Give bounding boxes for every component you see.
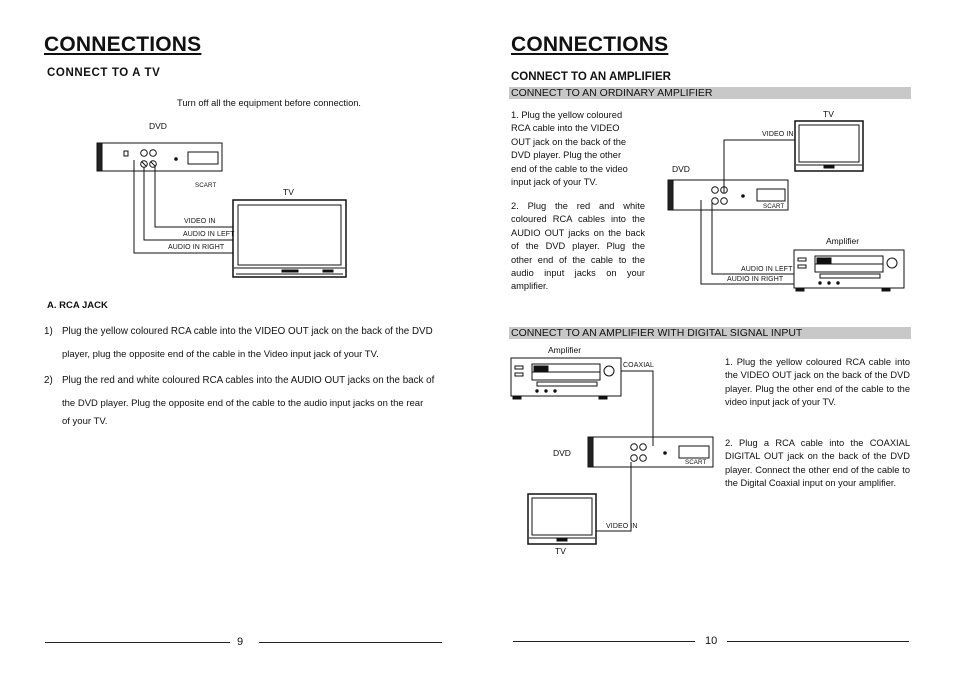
amp-instruction-2: 2. Plug the red and white coloured RCA cables into the AUDIO OUT jacks on the back of the DVD player. Plug the other end of the cable to the audio input jacks on your amplifier. xyxy=(511,201,645,292)
dvd-label-left: DVD xyxy=(149,121,167,131)
dvd-label-right-bottom: DVD xyxy=(553,448,571,458)
right-page-subtitle: CONNECT TO AN AMPLIFIER xyxy=(511,71,671,83)
amp-instruction-1: 1. Plug the yellow coloured RCA cable into the VIDEO OUT jack on the back of the DVD player. Plug the other end of the cable to the video input jack of your TV. xyxy=(511,110,628,188)
amplifier-right-bottom xyxy=(511,358,621,399)
step2-line3: of your TV. xyxy=(62,416,108,427)
footer-rule-right-a xyxy=(513,641,695,642)
amplifier-label-right-top: Amplifier xyxy=(826,236,860,246)
right-page-title: CONNECTIONS xyxy=(511,33,669,56)
page-number-left: 9 xyxy=(237,636,244,648)
dvd-label-right-top: DVD xyxy=(672,164,690,174)
left-page-subtitle: CONNECT TO A TV xyxy=(47,67,161,79)
video-in-label-right-bottom: VIDEO IN xyxy=(606,523,638,530)
section-title-rca: A. RCA JACK xyxy=(47,300,108,311)
tv-label-right-bottom: TV xyxy=(555,546,566,556)
video-in-label-left: VIDEO IN xyxy=(184,218,216,225)
step1-line1: Plug the yellow coloured RCA cable into the VIDEO OUT jack on the back of the DVD xyxy=(62,326,433,337)
audio-right-label-right-top: AUDIO IN RIGHT xyxy=(727,276,784,283)
scart-label-right-top: SCART xyxy=(763,203,785,210)
tv-right-bottom xyxy=(528,494,596,544)
digital-instruction-2: 2. Plug a RCA cable into the COAXIAL DIGITAL OUT jack on the back of the DVD player. Connect the other end of the cable to the Digital Coaxial input on your amplifier. xyxy=(725,438,910,489)
tv-label-right-top: TV xyxy=(823,109,834,119)
section-bar-digital-amplifier: CONNECT TO AN AMPLIFIER WITH DIGITAL SIGNAL INPUT xyxy=(509,327,911,339)
tv-label-left: TV xyxy=(283,187,294,197)
coaxial-label: COAXIAL xyxy=(623,362,655,369)
section-bar-ordinary-amplifier: CONNECT TO AN ORDINARY AMPLIFIER xyxy=(509,87,911,99)
page-number-right: 10 xyxy=(705,635,718,647)
step2-line2: the DVD player. Plug the opposite end of the cable to the audio input jacks on the rear xyxy=(62,398,424,409)
audio-right-label-left: AUDIO IN RIGHT xyxy=(168,244,225,251)
left-page-title: CONNECTIONS xyxy=(44,33,202,56)
digital-instruction-1: 1. Plug the yellow coloured RCA cable into the VIDEO OUT jack on the back of the DVD player. Plug the other end of the cable to the video input jack of your TV. xyxy=(725,357,910,408)
audio-left-label-right-top: AUDIO IN LEFT xyxy=(741,266,793,273)
step1-number: 1) xyxy=(44,326,53,337)
amplifier-label-right-bottom: Amplifier xyxy=(548,345,582,355)
scart-label-left: SCART xyxy=(195,182,217,189)
step2-line1: Plug the red and white coloured RCA cables into the AUDIO OUT jacks on the back of xyxy=(62,375,435,386)
audio-left-label-left: AUDIO IN LEFT xyxy=(183,231,235,238)
scart-label-right-bottom: SCART xyxy=(685,459,707,466)
step1-line2: player, plug the opposite end of the cable in the Video input jack of your TV. xyxy=(62,349,379,360)
intro-text: Turn off all the equipment before connection. xyxy=(177,98,361,108)
step2-number: 2) xyxy=(44,375,53,386)
video-in-label-right-top: VIDEO IN xyxy=(762,131,794,138)
footer-rule-right-b xyxy=(727,641,909,642)
